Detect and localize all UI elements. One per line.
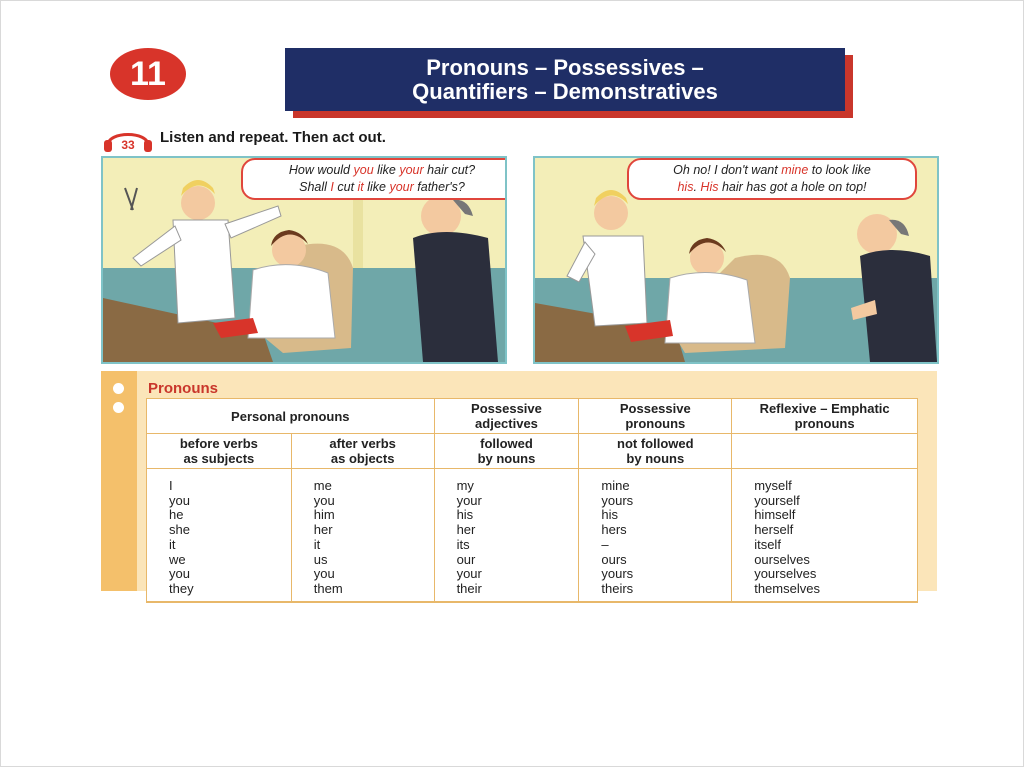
bubble2-text: Oh no! I don't want bbox=[673, 163, 782, 177]
bubble1-text: like bbox=[363, 180, 390, 194]
subheader-followed bbox=[434, 434, 579, 469]
subheader-line: after verbs bbox=[329, 436, 396, 451]
table-cell: yourself bbox=[754, 492, 800, 508]
header-line: Possessive bbox=[471, 401, 542, 416]
column-subjects bbox=[147, 469, 292, 602]
header-possessive-pronouns bbox=[579, 399, 732, 434]
unit-number: 11 bbox=[130, 54, 166, 93]
table-cell: my bbox=[456, 478, 474, 493]
table-cell: I bbox=[169, 478, 173, 493]
table-cell: mine bbox=[601, 478, 630, 493]
bubble1-text: father's? bbox=[413, 180, 465, 194]
column-possessive-pronouns bbox=[579, 469, 732, 602]
bubble1-text: How would bbox=[288, 163, 354, 177]
section-title: Pronouns bbox=[148, 380, 218, 397]
headphones-graphic bbox=[102, 125, 154, 153]
column-reflexive bbox=[732, 469, 918, 602]
subheader-line: as objects bbox=[330, 451, 395, 466]
table-cell: ours bbox=[601, 551, 627, 567]
table-cell: myself bbox=[754, 478, 792, 493]
bubble2-highlight: his bbox=[677, 180, 694, 194]
table-cell: me bbox=[313, 478, 332, 493]
subheader-line: by nouns bbox=[626, 451, 685, 466]
table-cell: him bbox=[313, 507, 335, 523]
table-cell: it bbox=[313, 536, 321, 552]
subheader-before-verbs bbox=[147, 434, 292, 469]
table-cell: your bbox=[456, 566, 482, 582]
headphones-icon[interactable] bbox=[102, 125, 154, 153]
column-possessive-adjectives bbox=[434, 469, 579, 602]
bubble1-text: Shall bbox=[299, 180, 331, 194]
table-cell: your bbox=[456, 492, 482, 508]
table-cell: yours bbox=[601, 566, 634, 582]
table-cell: – bbox=[601, 536, 609, 552]
bubble2-text: . bbox=[693, 180, 701, 194]
table-cell: his bbox=[456, 507, 474, 523]
table-cell: you bbox=[169, 566, 190, 582]
table-cell: her bbox=[456, 522, 476, 538]
table-cell: them bbox=[313, 580, 343, 596]
unit-number-badge bbox=[110, 48, 186, 100]
subheader-line: before verbs bbox=[179, 436, 258, 451]
speech-bubble-barber bbox=[241, 158, 507, 200]
bullet-dot-icon bbox=[113, 402, 124, 413]
table-cell: himself bbox=[754, 507, 796, 523]
table-cell: she bbox=[169, 522, 190, 538]
table-cell: their bbox=[456, 580, 482, 596]
instruction-text: Listen and repeat. Then act out. bbox=[160, 129, 386, 146]
bullet-dot-icon bbox=[113, 383, 124, 394]
audio-track-number: 33 bbox=[121, 138, 135, 152]
table-cell: we bbox=[169, 551, 186, 567]
bubble2-text: hair has got a hole on top! bbox=[718, 180, 867, 194]
pronouns-table bbox=[146, 398, 918, 603]
header-line: pronouns bbox=[625, 416, 686, 431]
column-objects bbox=[291, 469, 434, 602]
bubble1-text: like bbox=[373, 163, 400, 177]
table-body-row bbox=[147, 469, 918, 602]
bubble2-highlight: mine bbox=[781, 163, 809, 177]
table-cell: you bbox=[313, 566, 335, 582]
bubble2-text: to look like bbox=[808, 163, 871, 177]
bubble1-highlight: your bbox=[389, 180, 414, 194]
header-line: Reflexive – Emphatic bbox=[759, 401, 890, 416]
table-cell: itself bbox=[754, 536, 781, 552]
header-line: Possessive bbox=[619, 401, 691, 416]
bubble1-highlight: your bbox=[399, 163, 424, 177]
table-cell: her bbox=[313, 522, 333, 538]
table-cell: he bbox=[169, 507, 184, 523]
table-cell: theirs bbox=[601, 580, 634, 596]
bubble1-highlight: I bbox=[330, 180, 334, 194]
table-cell: they bbox=[169, 580, 194, 596]
table-cell: its bbox=[456, 536, 470, 552]
table-cell: his bbox=[601, 507, 619, 523]
bubble2-highlight: His bbox=[700, 180, 719, 194]
subheader-line: followed bbox=[480, 436, 533, 451]
speech-bubble-boy bbox=[627, 158, 917, 200]
table-cell: yours bbox=[601, 492, 634, 508]
table-cell: themselves bbox=[754, 580, 820, 596]
table-subheader-row bbox=[147, 434, 918, 469]
comic-panel-2 bbox=[533, 156, 939, 364]
subheader-not-followed bbox=[579, 434, 732, 469]
bubble1-highlight: it bbox=[357, 180, 364, 194]
subheader-after-verbs bbox=[291, 434, 434, 469]
table-header-row bbox=[147, 399, 918, 434]
table-cell: you bbox=[169, 492, 190, 508]
header-personal-pronouns: Personal pronouns bbox=[147, 399, 435, 434]
bubble1-highlight: you bbox=[353, 163, 374, 177]
table-cell: you bbox=[313, 492, 335, 508]
subheader-line: not followed bbox=[617, 436, 694, 451]
page-title bbox=[285, 48, 845, 111]
title-line-1: Pronouns – Possessives – bbox=[426, 54, 704, 80]
header-line: adjectives bbox=[475, 416, 538, 431]
subheader-empty bbox=[732, 434, 918, 469]
table-cell: us bbox=[313, 551, 328, 567]
table-cell: ourselves bbox=[754, 551, 810, 567]
subheader-line: by nouns bbox=[477, 451, 536, 466]
table-cell: herself bbox=[754, 522, 794, 538]
header-line: pronouns bbox=[794, 416, 855, 431]
table-cell: it bbox=[169, 536, 176, 552]
comic-panel-1 bbox=[101, 156, 507, 364]
table-cell: hers bbox=[601, 522, 627, 538]
header-reflexive-pronouns bbox=[732, 399, 918, 434]
table-cell: our bbox=[456, 551, 476, 567]
subheader-line: as subjects bbox=[183, 451, 255, 466]
bubble1-text: cut bbox=[333, 180, 358, 194]
header-possessive-adjectives bbox=[434, 399, 579, 434]
table-cell: yourselves bbox=[754, 566, 817, 582]
bubble1-text: hair cut? bbox=[423, 163, 476, 177]
title-line-2: Quantifiers – Demonstratives bbox=[412, 78, 718, 104]
